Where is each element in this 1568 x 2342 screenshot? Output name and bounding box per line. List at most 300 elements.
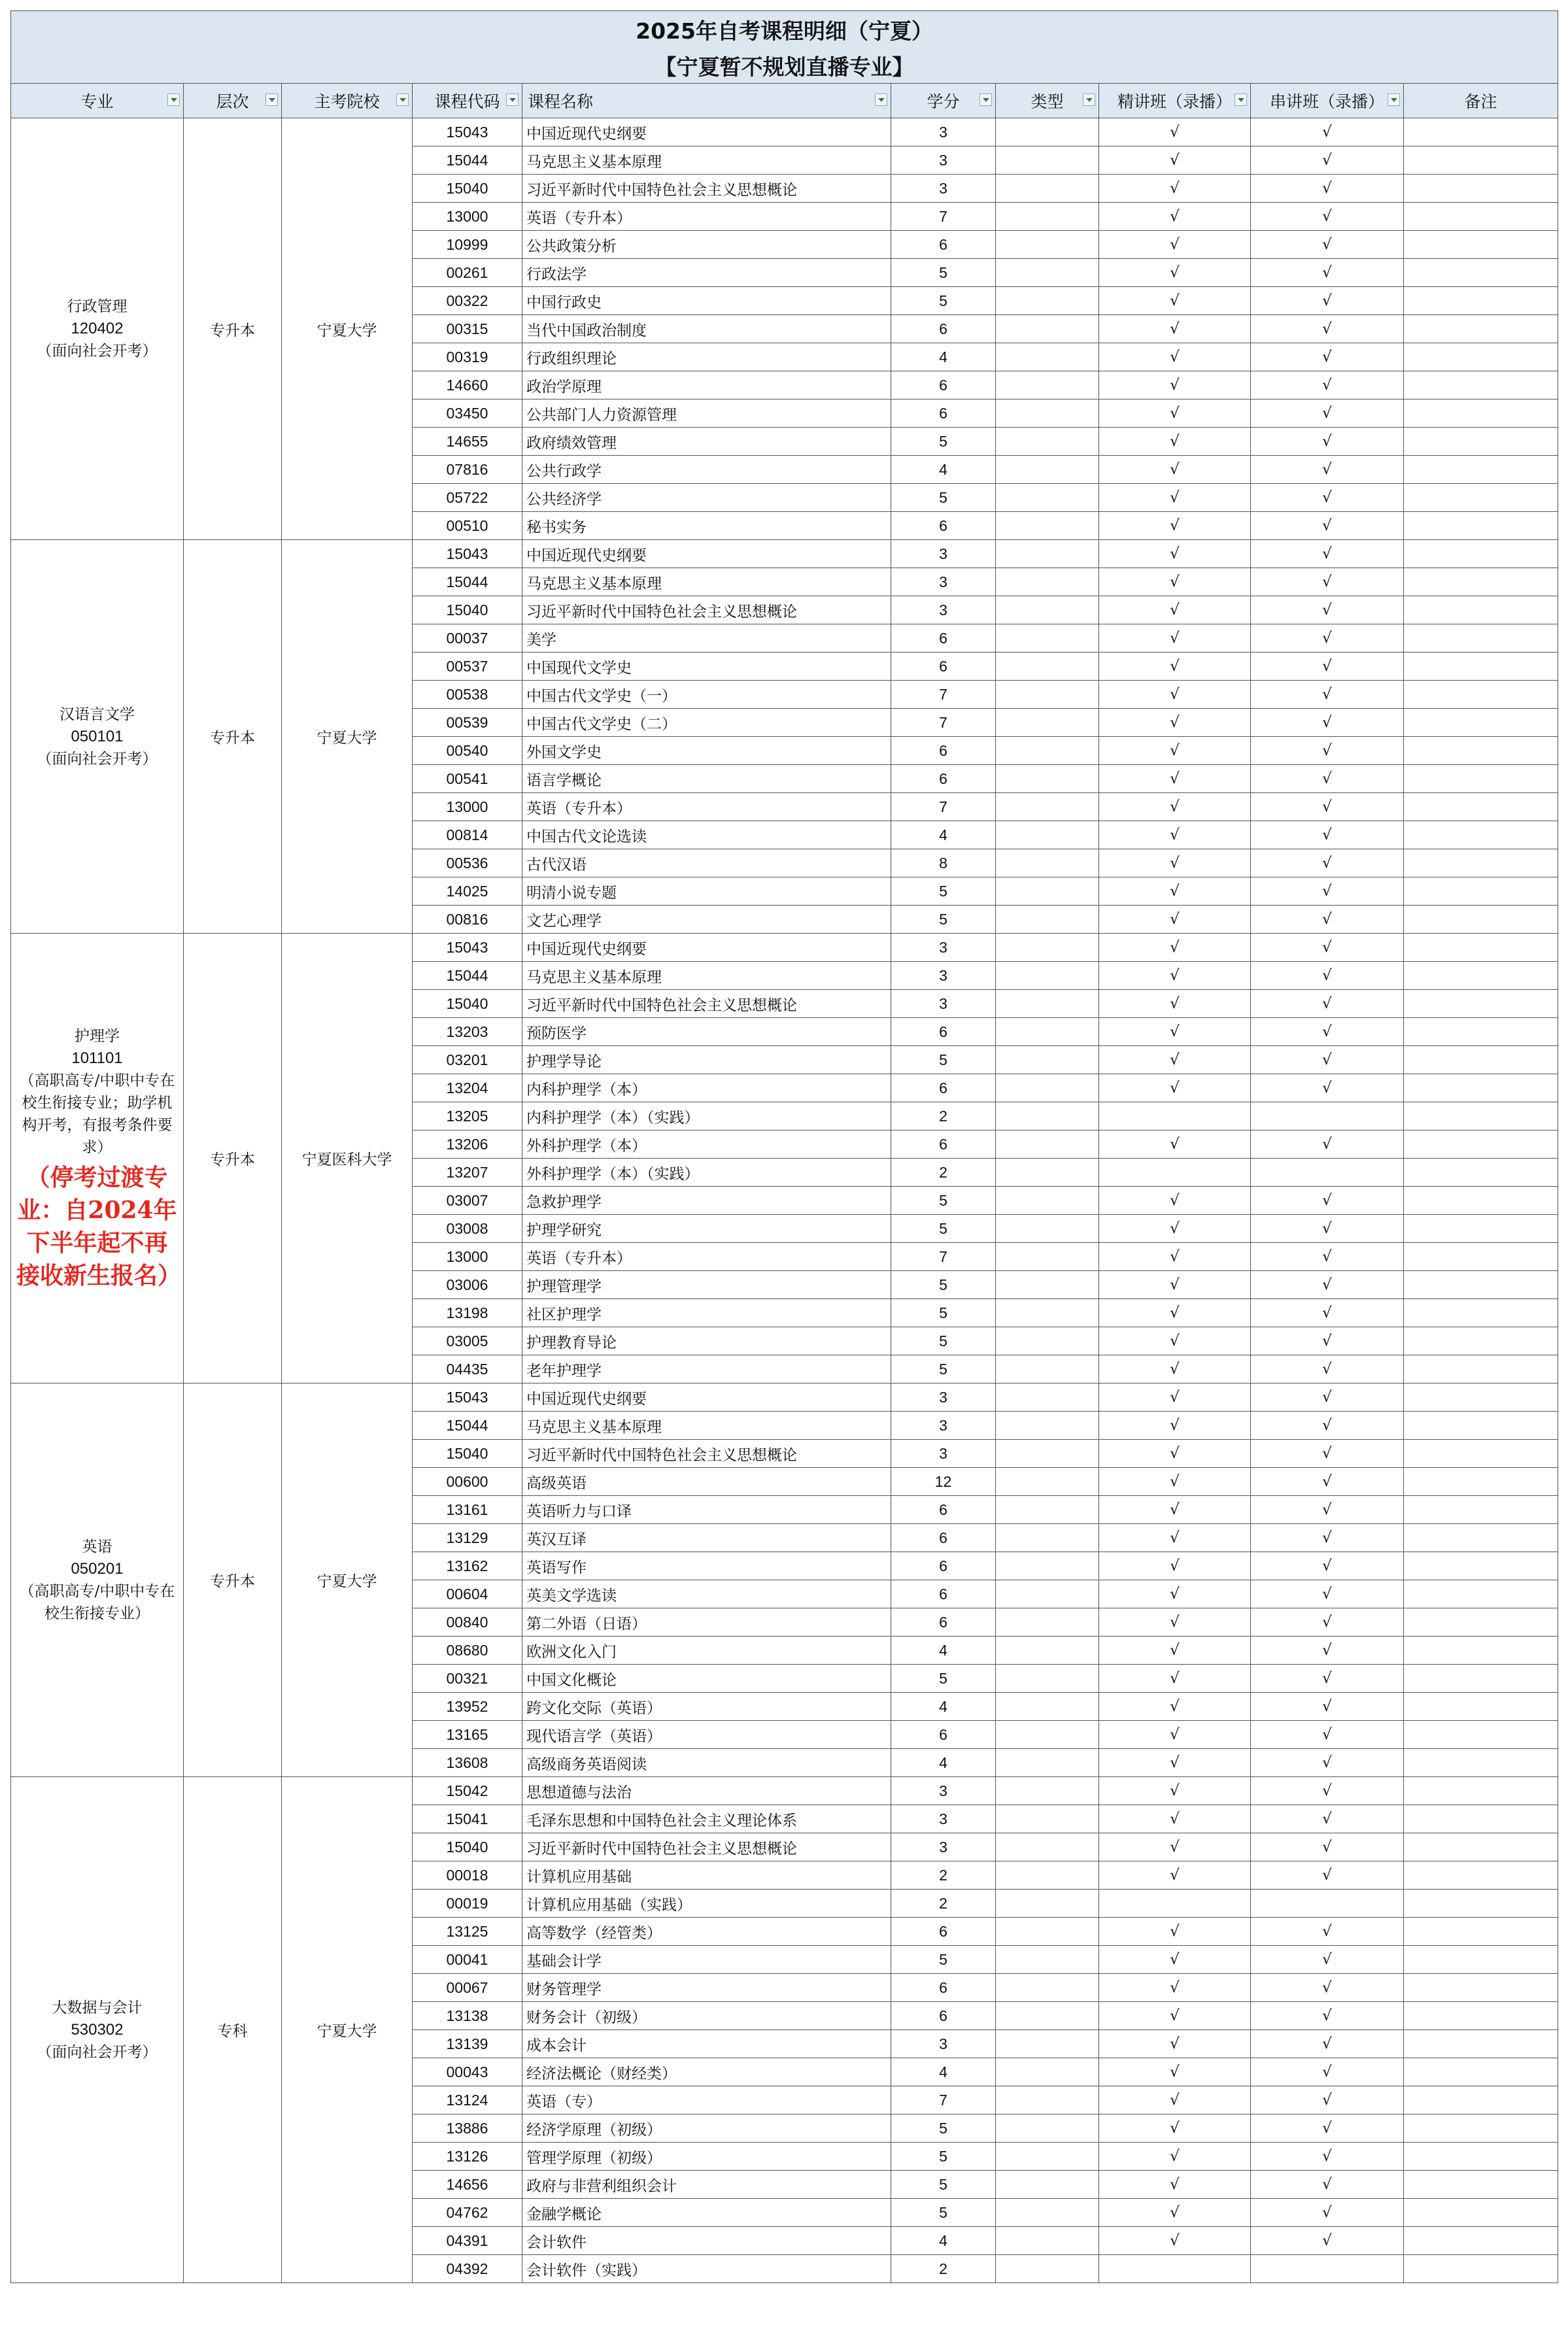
fine-class-cell[interactable]: √ [1099,118,1251,146]
fine-class-cell[interactable]: √ [1099,1412,1251,1440]
series-class-cell[interactable]: √ [1251,484,1404,512]
fine-class-cell[interactable]: √ [1099,596,1251,624]
remark-cell[interactable] [1404,1665,1558,1693]
remark-cell[interactable] [1404,1018,1558,1046]
course-name-cell[interactable]: 明清小说专题 [522,877,891,906]
course-name-cell[interactable]: 习近平新时代中国特色社会主义思想概论 [522,175,891,203]
filter-dropdown-icon[interactable] [265,93,278,106]
series-class-cell[interactable]: √ [1251,1355,1404,1383]
remark-cell[interactable] [1404,512,1558,540]
major-cell[interactable] [11,1777,184,2283]
course-code-cell[interactable]: 13608 [413,1749,522,1777]
series-class-cell[interactable]: √ [1251,1074,1404,1102]
type-cell[interactable] [996,1608,1099,1637]
credit-cell[interactable]: 7 [891,681,996,709]
course-name-cell[interactable]: 中国古代文学史（一） [522,681,891,709]
credit-cell[interactable]: 3 [891,568,996,596]
course-name-cell[interactable]: 毛泽东思想和中国特色社会主义理论体系 [522,1805,891,1833]
credit-cell[interactable]: 5 [891,877,996,906]
series-class-cell[interactable]: √ [1251,1637,1404,1665]
credit-cell[interactable]: 5 [891,906,996,934]
remark-cell[interactable] [1404,1861,1558,1890]
series-class-cell[interactable]: √ [1251,315,1404,343]
type-cell[interactable] [996,1046,1099,1074]
fine-class-cell[interactable]: √ [1099,315,1251,343]
course-code-cell[interactable]: 00037 [413,624,522,653]
type-cell[interactable] [996,821,1099,849]
type-cell[interactable] [996,934,1099,962]
type-cell[interactable] [996,653,1099,681]
remark-cell[interactable] [1404,1608,1558,1637]
credit-cell[interactable]: 4 [891,2227,996,2255]
major-cell[interactable] [11,934,184,1383]
type-cell[interactable] [996,990,1099,1018]
series-class-cell[interactable]: √ [1251,1496,1404,1524]
type-cell[interactable] [996,1440,1099,1468]
fine-class-cell[interactable]: √ [1099,231,1251,259]
series-class-cell[interactable]: √ [1251,1665,1404,1693]
type-cell[interactable] [996,1665,1099,1693]
course-name-cell[interactable]: 马克思主义基本原理 [522,568,891,596]
type-cell[interactable] [996,1946,1099,1974]
type-cell[interactable] [996,1355,1099,1383]
fine-class-cell[interactable]: √ [1099,2143,1251,2171]
fine-class-cell[interactable]: √ [1099,1355,1251,1383]
fine-class-cell[interactable]: √ [1099,2030,1251,2058]
course-name-cell[interactable]: 古代汉语 [522,849,891,877]
course-code-cell[interactable]: 15043 [413,1383,522,1412]
fine-class-cell[interactable]: √ [1099,962,1251,990]
remark-cell[interactable] [1404,2030,1558,2058]
course-code-cell[interactable]: 04392 [413,2255,522,2283]
course-name-cell[interactable]: 公共行政学 [522,456,891,484]
course-code-cell[interactable]: 04762 [413,2199,522,2227]
course-name-cell[interactable]: 英美文学选读 [522,1580,891,1608]
series-class-cell[interactable]: √ [1251,1693,1404,1721]
fine-class-cell[interactable]: √ [1099,709,1251,737]
course-name-cell[interactable]: 中国近现代史纲要 [522,118,891,146]
course-code-cell[interactable]: 15042 [413,1777,522,1805]
type-cell[interactable] [996,849,1099,877]
series-class-cell[interactable]: √ [1251,681,1404,709]
credit-cell[interactable]: 6 [891,1974,996,2002]
fine-class-cell[interactable]: √ [1099,793,1251,821]
fine-class-cell[interactable]: √ [1099,2171,1251,2199]
course-code-cell[interactable]: 03006 [413,1271,522,1299]
type-cell[interactable] [996,793,1099,821]
remark-cell[interactable] [1404,231,1558,259]
fine-class-cell[interactable]: √ [1099,877,1251,906]
credit-cell[interactable]: 4 [891,821,996,849]
course-code-cell[interactable]: 14660 [413,371,522,399]
series-class-cell[interactable]: √ [1251,990,1404,1018]
course-code-cell[interactable]: 00816 [413,906,522,934]
series-class-cell[interactable]: √ [1251,1580,1404,1608]
fine-class-cell[interactable]: √ [1099,1271,1251,1299]
type-cell[interactable] [996,231,1099,259]
credit-cell[interactable]: 5 [891,259,996,287]
course-name-cell[interactable]: 外科护理学（本）（实践） [522,1159,891,1187]
course-name-cell[interactable]: 习近平新时代中国特色社会主义思想概论 [522,1440,891,1468]
type-cell[interactable] [996,624,1099,653]
series-class-cell[interactable]: √ [1251,343,1404,371]
course-name-cell[interactable]: 中国近现代史纲要 [522,934,891,962]
remark-cell[interactable] [1404,1243,1558,1271]
level-cell[interactable]: 专升本 [184,540,282,934]
remark-cell[interactable] [1404,568,1558,596]
major-cell[interactable] [11,540,184,934]
series-class-cell[interactable]: √ [1251,231,1404,259]
course-code-cell[interactable]: 13126 [413,2143,522,2171]
credit-cell[interactable]: 4 [891,343,996,371]
credit-cell[interactable]: 6 [891,653,996,681]
type-cell[interactable] [996,709,1099,737]
credit-cell[interactable]: 5 [891,2199,996,2227]
series-class-cell[interactable] [1251,1890,1404,1918]
course-name-cell[interactable]: 成本会计 [522,2030,891,2058]
credit-cell[interactable]: 6 [891,765,996,793]
course-code-cell[interactable]: 13139 [413,2030,522,2058]
filter-dropdown-icon[interactable] [875,93,887,106]
course-name-cell[interactable]: 语言学概论 [522,765,891,793]
type-cell[interactable] [996,1215,1099,1243]
remark-cell[interactable] [1404,1890,1558,1918]
credit-cell[interactable]: 6 [891,371,996,399]
remark-cell[interactable] [1404,1918,1558,1946]
series-class-cell[interactable]: √ [1251,2002,1404,2030]
remark-cell[interactable] [1404,1440,1558,1468]
course-code-cell[interactable]: 00536 [413,849,522,877]
course-name-cell[interactable]: 中国现代文学史 [522,653,891,681]
credit-cell[interactable]: 5 [891,1665,996,1693]
credit-cell[interactable]: 3 [891,1805,996,1833]
fine-class-cell[interactable]: √ [1099,1552,1251,1580]
course-name-cell[interactable]: 习近平新时代中国特色社会主义思想概论 [522,596,891,624]
course-name-cell[interactable]: 马克思主义基本原理 [522,962,891,990]
course-code-cell[interactable]: 13129 [413,1524,522,1552]
course-code-cell[interactable]: 13125 [413,1918,522,1946]
header-series[interactable] [1251,84,1404,118]
series-class-cell[interactable]: √ [1251,1777,1404,1805]
fine-class-cell[interactable]: √ [1099,1974,1251,2002]
type-cell[interactable] [996,1524,1099,1552]
school-cell[interactable]: 宁夏大学 [282,118,413,540]
credit-cell[interactable]: 5 [891,287,996,315]
course-name-cell[interactable]: 英语听力与口译 [522,1496,891,1524]
type-cell[interactable] [996,512,1099,540]
series-class-cell[interactable]: √ [1251,1383,1404,1412]
remark-cell[interactable] [1404,1580,1558,1608]
type-cell[interactable] [996,1102,1099,1130]
type-cell[interactable] [996,287,1099,315]
series-class-cell[interactable]: √ [1251,877,1404,906]
credit-cell[interactable]: 5 [891,1215,996,1243]
credit-cell[interactable]: 6 [891,1496,996,1524]
fine-class-cell[interactable]: √ [1099,203,1251,231]
remark-cell[interactable] [1404,1271,1558,1299]
type-cell[interactable] [996,1468,1099,1496]
series-class-cell[interactable]: √ [1251,399,1404,428]
fine-class-cell[interactable]: √ [1099,990,1251,1018]
fine-class-cell[interactable]: √ [1099,343,1251,371]
remark-cell[interactable] [1404,1299,1558,1327]
course-code-cell[interactable]: 15040 [413,1440,522,1468]
header-code[interactable] [413,84,522,118]
fine-class-cell[interactable]: √ [1099,653,1251,681]
remark-cell[interactable] [1404,2171,1558,2199]
course-code-cell[interactable]: 03007 [413,1187,522,1215]
header-level[interactable] [184,84,282,118]
remark-cell[interactable] [1404,1693,1558,1721]
course-name-cell[interactable]: 财务管理学 [522,1974,891,2002]
course-name-cell[interactable]: 中国文化概论 [522,1665,891,1693]
type-cell[interactable] [996,399,1099,428]
course-name-cell[interactable]: 英语（专） [522,2086,891,2114]
remark-cell[interactable] [1404,737,1558,765]
remark-cell[interactable] [1404,2199,1558,2227]
header-school[interactable] [282,84,413,118]
course-name-cell[interactable]: 马克思主义基本原理 [522,146,891,175]
remark-cell[interactable] [1404,906,1558,934]
course-name-cell[interactable]: 护理教育导论 [522,1327,891,1355]
series-class-cell[interactable]: √ [1251,934,1404,962]
type-cell[interactable] [996,1299,1099,1327]
course-code-cell[interactable]: 00315 [413,315,522,343]
course-code-cell[interactable]: 03008 [413,1215,522,1243]
header-remark[interactable] [1404,84,1558,118]
remark-cell[interactable] [1404,1102,1558,1130]
course-code-cell[interactable]: 13207 [413,1159,522,1187]
course-name-cell[interactable]: 预防医学 [522,1018,891,1046]
credit-cell[interactable]: 3 [891,118,996,146]
course-code-cell[interactable]: 13124 [413,2086,522,2114]
remark-cell[interactable] [1404,315,1558,343]
fine-class-cell[interactable]: √ [1099,146,1251,175]
course-code-cell[interactable]: 14656 [413,2171,522,2199]
credit-cell[interactable]: 5 [891,1046,996,1074]
series-class-cell[interactable]: √ [1251,709,1404,737]
remark-cell[interactable] [1404,118,1558,146]
fine-class-cell[interactable]: √ [1099,1946,1251,1974]
course-code-cell[interactable]: 13162 [413,1552,522,1580]
credit-cell[interactable]: 2 [891,1861,996,1890]
course-code-cell[interactable]: 00540 [413,737,522,765]
school-cell[interactable]: 宁夏大学 [282,540,413,934]
series-class-cell[interactable]: √ [1251,175,1404,203]
remark-cell[interactable] [1404,175,1558,203]
fine-class-cell[interactable]: √ [1099,1777,1251,1805]
credit-cell[interactable]: 6 [891,1580,996,1608]
remark-cell[interactable] [1404,962,1558,990]
credit-cell[interactable]: 3 [891,1833,996,1861]
type-cell[interactable] [996,1187,1099,1215]
credit-cell[interactable]: 2 [891,2255,996,2283]
type-cell[interactable] [996,118,1099,146]
remark-cell[interactable] [1404,934,1558,962]
series-class-cell[interactable]: √ [1251,1805,1404,1833]
series-class-cell[interactable]: √ [1251,1749,1404,1777]
course-name-cell[interactable]: 中国近现代史纲要 [522,540,891,568]
type-cell[interactable] [996,428,1099,456]
course-code-cell[interactable]: 00510 [413,512,522,540]
course-name-cell[interactable]: 管理学原理（初级） [522,2143,891,2171]
fine-class-cell[interactable] [1099,1159,1251,1187]
fine-class-cell[interactable]: √ [1099,681,1251,709]
remark-cell[interactable] [1404,653,1558,681]
series-class-cell[interactable]: √ [1251,2199,1404,2227]
remark-cell[interactable] [1404,456,1558,484]
course-name-cell[interactable]: 内科护理学（本）（实践） [522,1102,891,1130]
course-code-cell[interactable]: 00600 [413,1468,522,1496]
type-cell[interactable] [996,175,1099,203]
type-cell[interactable] [996,2030,1099,2058]
course-code-cell[interactable]: 10999 [413,231,522,259]
remark-cell[interactable] [1404,428,1558,456]
filter-dropdown-icon[interactable] [1388,93,1400,106]
course-code-cell[interactable]: 08680 [413,1637,522,1665]
remark-cell[interactable] [1404,765,1558,793]
remark-cell[interactable] [1404,2058,1558,2086]
credit-cell[interactable]: 4 [891,1749,996,1777]
type-cell[interactable] [996,371,1099,399]
credit-cell[interactable]: 5 [891,1355,996,1383]
type-cell[interactable] [996,1805,1099,1833]
filter-dropdown-icon[interactable] [396,93,409,106]
credit-cell[interactable]: 3 [891,990,996,1018]
course-code-cell[interactable]: 15040 [413,1833,522,1861]
major-cell[interactable] [11,118,184,540]
remark-cell[interactable] [1404,203,1558,231]
series-class-cell[interactable]: √ [1251,540,1404,568]
remark-cell[interactable] [1404,2002,1558,2030]
type-cell[interactable] [996,259,1099,287]
type-cell[interactable] [996,2227,1099,2255]
remark-cell[interactable] [1404,1159,1558,1187]
course-name-cell[interactable]: 高级英语 [522,1468,891,1496]
series-class-cell[interactable]: √ [1251,1721,1404,1749]
credit-cell[interactable]: 2 [891,1890,996,1918]
credit-cell[interactable]: 5 [891,2143,996,2171]
remark-cell[interactable] [1404,1130,1558,1159]
course-name-cell[interactable]: 公共经济学 [522,484,891,512]
course-code-cell[interactable]: 15044 [413,962,522,990]
fine-class-cell[interactable]: √ [1099,1215,1251,1243]
remark-cell[interactable] [1404,1468,1558,1496]
fine-class-cell[interactable]: √ [1099,2114,1251,2143]
fine-class-cell[interactable]: √ [1099,1130,1251,1159]
series-class-cell[interactable]: √ [1251,2058,1404,2086]
course-name-cell[interactable]: 习近平新时代中国特色社会主义思想概论 [522,1833,891,1861]
type-cell[interactable] [996,765,1099,793]
remark-cell[interactable] [1404,596,1558,624]
course-name-cell[interactable]: 财务会计（初级） [522,2002,891,2030]
header-credit[interactable] [891,84,996,118]
course-code-cell[interactable]: 15041 [413,1805,522,1833]
series-class-cell[interactable]: √ [1251,2171,1404,2199]
course-code-cell[interactable]: 07816 [413,456,522,484]
course-code-cell[interactable]: 15043 [413,934,522,962]
remark-cell[interactable] [1404,540,1558,568]
series-class-cell[interactable]: √ [1251,1552,1404,1580]
credit-cell[interactable]: 5 [891,1327,996,1355]
course-name-cell[interactable]: 会计软件 [522,2227,891,2255]
series-class-cell[interactable]: √ [1251,568,1404,596]
fine-class-cell[interactable]: √ [1099,484,1251,512]
credit-cell[interactable]: 6 [891,1524,996,1552]
type-cell[interactable] [996,1890,1099,1918]
course-code-cell[interactable]: 03005 [413,1327,522,1355]
fine-class-cell[interactable]: √ [1099,1327,1251,1355]
fine-class-cell[interactable]: √ [1099,1496,1251,1524]
filter-dropdown-icon[interactable] [1083,93,1095,106]
fine-class-cell[interactable]: √ [1099,259,1251,287]
fine-class-cell[interactable]: √ [1099,287,1251,315]
fine-class-cell[interactable]: √ [1099,175,1251,203]
remark-cell[interactable] [1404,1805,1558,1833]
series-class-cell[interactable]: √ [1251,1299,1404,1327]
type-cell[interactable] [996,1721,1099,1749]
course-code-cell[interactable]: 14655 [413,428,522,456]
remark-cell[interactable] [1404,1327,1558,1355]
course-name-cell[interactable]: 急救护理学 [522,1187,891,1215]
credit-cell[interactable]: 6 [891,624,996,653]
credit-cell[interactable]: 3 [891,1440,996,1468]
credit-cell[interactable]: 3 [891,1383,996,1412]
remark-cell[interactable] [1404,1524,1558,1552]
series-class-cell[interactable]: √ [1251,371,1404,399]
course-name-cell[interactable]: 社区护理学 [522,1299,891,1327]
credit-cell[interactable]: 12 [891,1468,996,1496]
series-class-cell[interactable] [1251,2255,1404,2283]
credit-cell[interactable]: 3 [891,962,996,990]
type-cell[interactable] [996,1861,1099,1890]
series-class-cell[interactable]: √ [1251,1187,1404,1215]
course-name-cell[interactable]: 政府与非营利组织会计 [522,2171,891,2199]
major-cell[interactable] [11,1383,184,1777]
fine-class-cell[interactable]: √ [1099,1833,1251,1861]
series-class-cell[interactable]: √ [1251,1412,1404,1440]
course-name-cell[interactable]: 计算机应用基础 [522,1861,891,1890]
fine-class-cell[interactable]: √ [1099,2227,1251,2255]
type-cell[interactable] [996,343,1099,371]
course-code-cell[interactable]: 00537 [413,653,522,681]
course-code-cell[interactable]: 00604 [413,1580,522,1608]
course-code-cell[interactable]: 00539 [413,709,522,737]
remark-cell[interactable] [1404,624,1558,653]
fine-class-cell[interactable]: √ [1099,1665,1251,1693]
series-class-cell[interactable]: √ [1251,1327,1404,1355]
type-cell[interactable] [996,484,1099,512]
credit-cell[interactable]: 6 [891,315,996,343]
course-name-cell[interactable]: 英语（专升本） [522,1243,891,1271]
fine-class-cell[interactable]: √ [1099,2199,1251,2227]
course-code-cell[interactable]: 15040 [413,596,522,624]
fine-class-cell[interactable]: √ [1099,1383,1251,1412]
type-cell[interactable] [996,2255,1099,2283]
course-name-cell[interactable]: 金融学概论 [522,2199,891,2227]
course-name-cell[interactable]: 中国古代文论选读 [522,821,891,849]
credit-cell[interactable]: 5 [891,1271,996,1299]
credit-cell[interactable]: 7 [891,1243,996,1271]
filter-dropdown-icon[interactable] [980,93,992,106]
course-name-cell[interactable]: 英语写作 [522,1552,891,1580]
credit-cell[interactable]: 3 [891,596,996,624]
remark-cell[interactable] [1404,821,1558,849]
type-cell[interactable] [996,1018,1099,1046]
type-cell[interactable] [996,1918,1099,1946]
course-name-cell[interactable]: 经济法概论（财经类） [522,2058,891,2086]
course-code-cell[interactable]: 13000 [413,1243,522,1271]
